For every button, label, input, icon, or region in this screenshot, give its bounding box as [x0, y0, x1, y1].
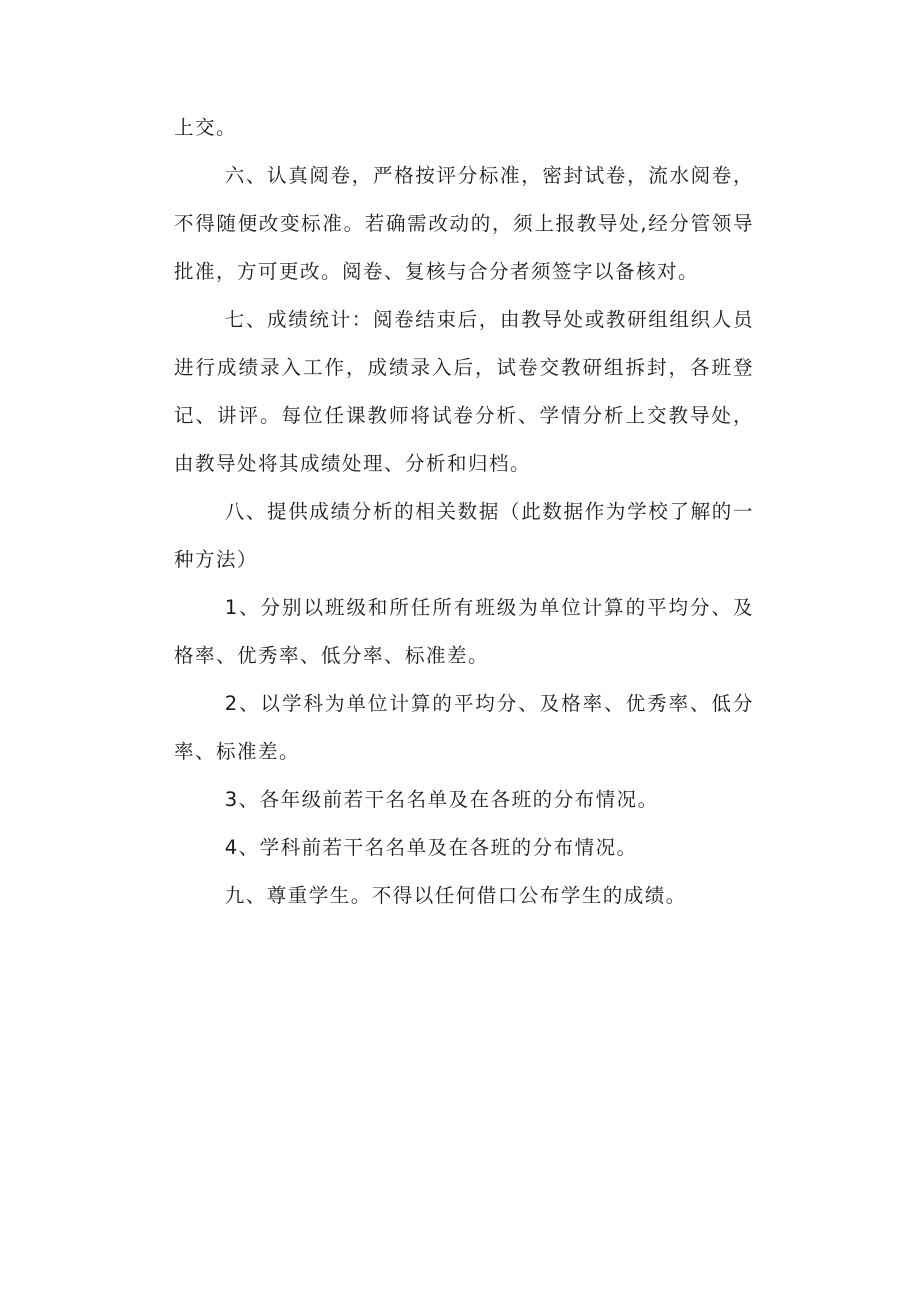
paragraph-item-6-grading: 六、认真阅卷，严格按评分标准，密封试卷，流水阅卷，不得随便改变标准。若确需改动的，须上报教导处,经分管领导批准，方可更改。阅卷、复核与合分者须签字以备核对。 [174, 164, 754, 283]
paragraph-subitem-3: 3、各年级前若干名名单及在各班的分布情况。 [224, 788, 659, 811]
paragraph-item-7-statistics: 七、成绩统计：阅卷结束后，由教导处或教研组组织人员进行成绩录入工作，成绩录入后，试卷交教研组拆封，各班登记、讲评。每位任课教师将试卷分析、学情分析上交教导处，由教导处将其成绩处理、分析和归档。 [174, 308, 754, 475]
paragraph-item-8-analysis-data: 八、提供成绩分析的相关数据（此数据作为学校了解的一种方法） [174, 500, 754, 571]
document-body [174, 104, 754, 920]
paragraph-item-9-respect: 九、尊重学生。不得以任何借口公布学生的成绩。 [224, 884, 687, 907]
paragraph-subitem-4: 4、学科前若干名名单及在各班的分布情况。 [224, 836, 638, 859]
paragraph-subitem-1: 1、分别以班级和所任所有班级为单位计算的平均分、及格率、优秀率、低分率、标准差。 [174, 596, 754, 667]
paragraph-continuation: 上交。 [174, 116, 238, 139]
paragraph-subitem-2: 2、以学科为单位计算的平均分、及格率、优秀率、低分率、标准差。 [174, 692, 754, 763]
